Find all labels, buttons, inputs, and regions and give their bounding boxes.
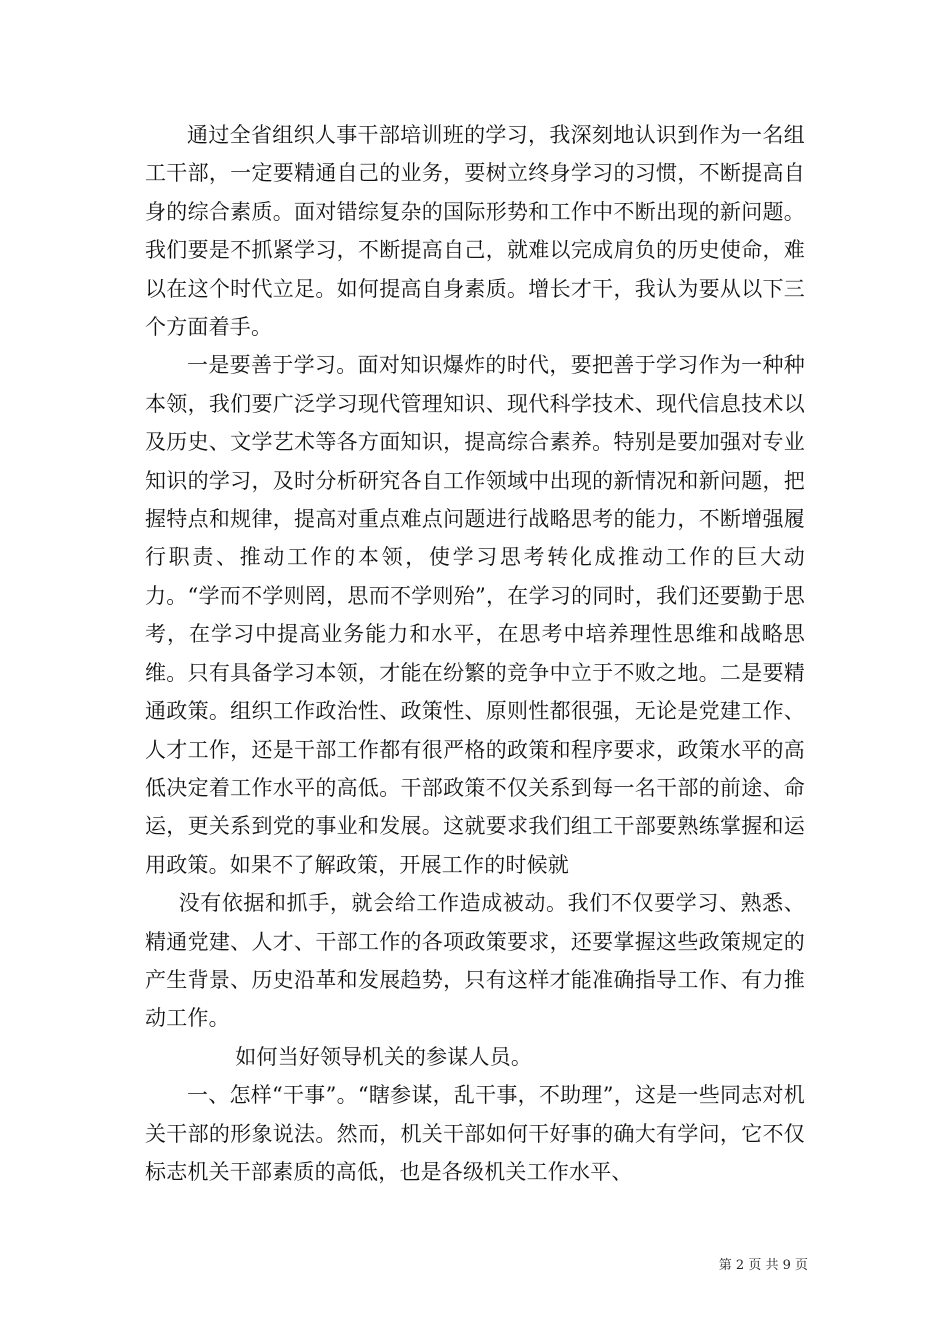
- paragraph-policy-continued: 没有依据和抓手，就会给工作造成被动。我们不仅要学习、熟悉、精通党建、人才、干部工作的各项政策要求，还要掌握这些政策规定的产生背景、历史沿革和发展趋势，只有这样才能准确指导工作、有力推动工作。: [145, 891, 805, 1031]
- document-body: [145, 116, 805, 1191]
- section-heading: 如何当好领导机关的参谋人员。: [235, 1044, 533, 1069]
- paragraph-how-to-work: 一、怎样“干事”。“瞎参谋，乱干事，不助理”，这是一些同志对机关干部的形象说法。然而，机关干部如何干好事的确大有学问，它不仅标志机关干部素质的高低，也是各级机关工作水平、: [145, 1083, 805, 1184]
- paragraph-learning-and-policy: 一是要善于学习。面对知识爆炸的时代，要把善于学习作为一种种本领，我们要广泛学习现代管理知识、现代科学技术、现代信息技术以及历史、文学艺术等各方面知识，提高综合素养。特别是要加强对专业知识的学习，及时分析研究各自工作领域中出现的新情况和新问题，把握特点和规律，提高对重点难点问题进行战略思考的能力，不断增强履行职责、推动工作的本领，使学习思考转化成推动工作的巨大动力。“学而不学则罔，思而不学则殆”，在学习的同时，我们还要勤于思考，在学习中提高业务能力和水平，在思考中培养理性思维和战略思维。只有具备学习本领，才能在纷繁的竞争中立于不败之地。二是要精通政策。组织工作政治性、政策性、原则性都很强，无论是党建工作、人才工作，还是干部工作都有很严格的政策和程序要求，政策水平的高低决定着工作水平的高低。干部政策不仅关系到每一名干部的前途、命运，更关系到党的事业和发展。这就要求我们组工干部要熟练掌握和运用政策。如果不了解政策，开展工作的时候就: [145, 353, 805, 877]
- paragraph-intro: 通过全省组织人事干部培训班的学习，我深刻地认识到作为一名组工干部，一定要精通自己的业务，要树立终身学习的习惯，不断提高自身的综合素质。面对错综复杂的国际形势和工作中不断出现的新问题。我们要是不抓紧学习，不断提高自己，就难以完成肩负的历史使命，难以在这个时代立足。如何提高自身素质。增长才干，我认为要从以下三个方面着手。: [145, 123, 805, 340]
- page-number: 第 2 页 共 9 页: [718, 1258, 808, 1273]
